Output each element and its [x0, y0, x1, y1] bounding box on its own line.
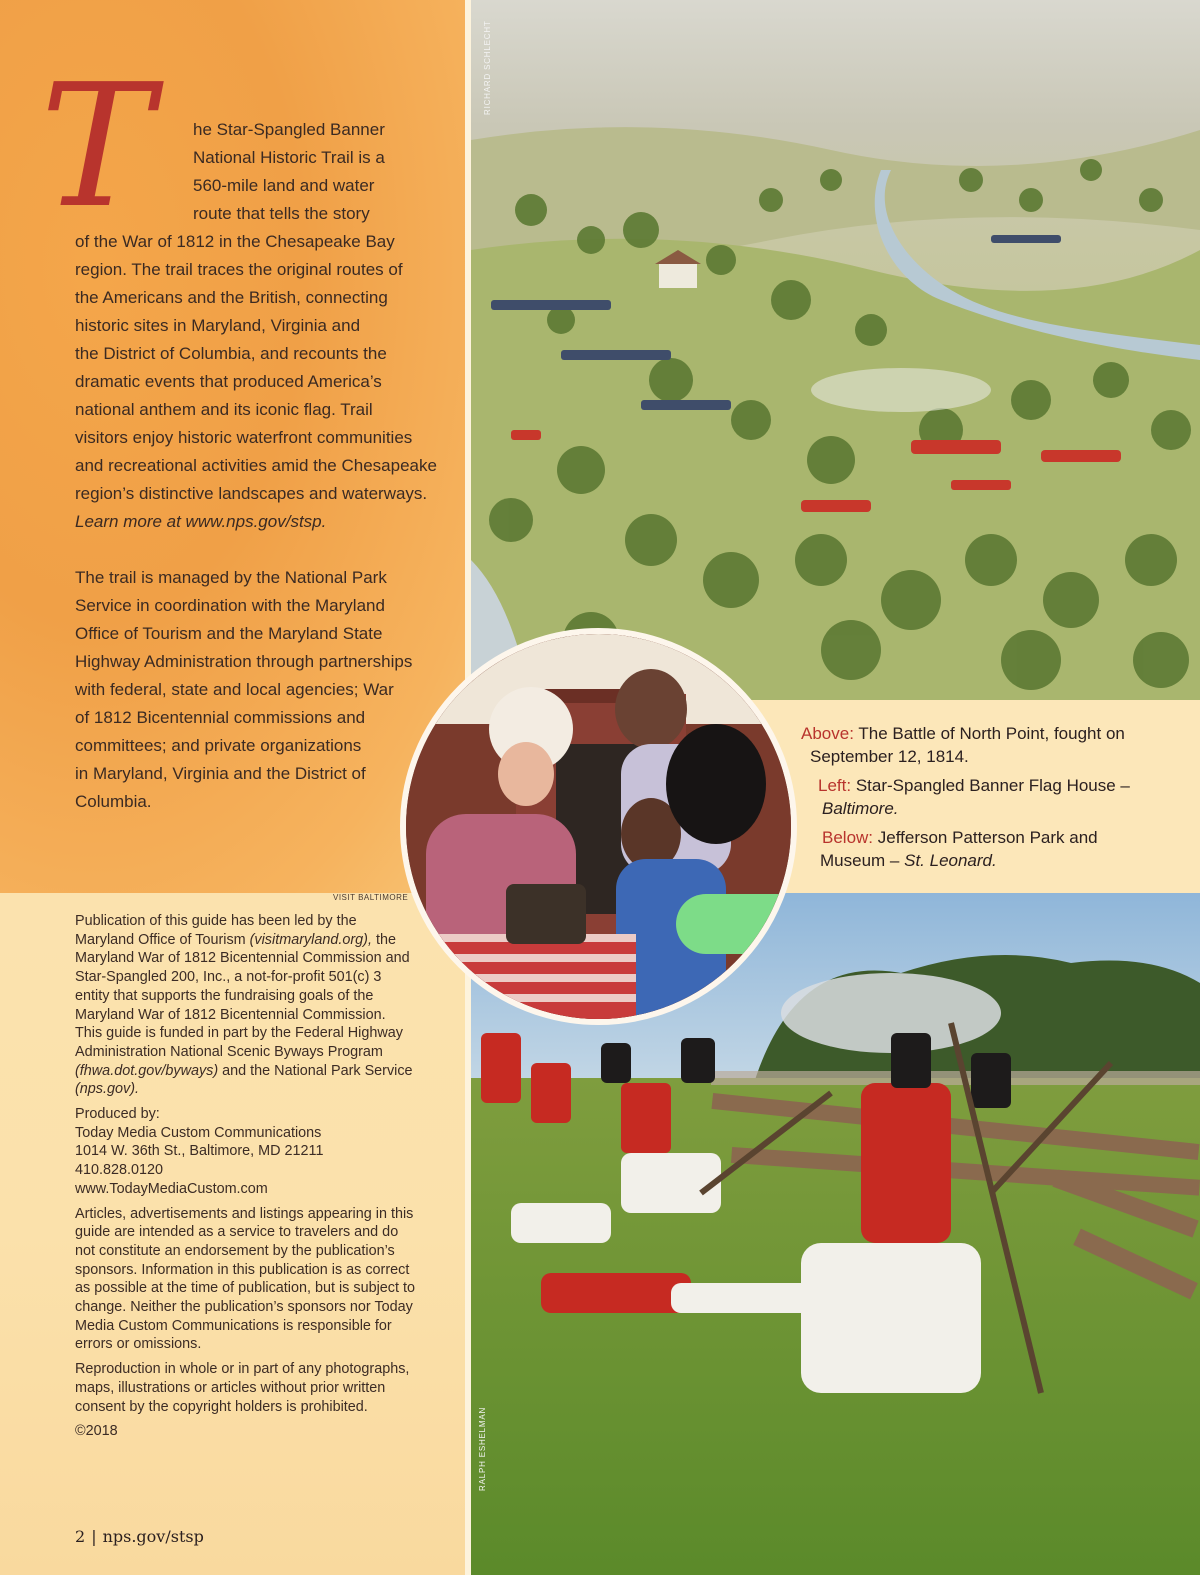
intro-line: with federal, state and local agencies; War [75, 680, 394, 699]
intro-line: of 1812 Bicentennial commissions and [75, 708, 366, 727]
producer-website-link[interactable]: www.TodayMediaCustom.com [75, 1180, 268, 1197]
intro-text [75, 116, 435, 844]
page-number: 2 [75, 1527, 86, 1546]
drop-cap: T [40, 48, 154, 246]
intro-line: Columbia. [75, 792, 152, 811]
caption-above-lead: Above: [801, 724, 854, 743]
intro-line: region. The trail traces the original routes of [75, 260, 403, 279]
flag-house-credit: VISIT BALTIMORE [333, 893, 409, 902]
caption-below-line2: Museum – St. Leonard. [820, 851, 997, 870]
intro-line: visitors enjoy historic waterfront communities [75, 428, 413, 447]
caption-left-lead: Left: [818, 776, 852, 795]
intro-line: National Historic Trail is a [193, 148, 385, 167]
intro-line: Highway Administration through partnerships [75, 652, 413, 671]
painting-credit: RICHARD SCHLECHT [483, 20, 492, 115]
intro-line: historic sites in Maryland, Virginia and [75, 316, 361, 335]
caption-above [801, 722, 1125, 745]
intro-line: Service in coordination with the Maryland [75, 596, 385, 615]
nps-link[interactable]: (nps.gov). [75, 1081, 139, 1098]
battle-painting-illustration [471, 0, 1200, 700]
caption-left-text: Star-Spangled Banner Flag House – [855, 776, 1130, 795]
intro-line: and recreational activities amid the Chesapeake [75, 456, 437, 475]
battle-painting [471, 0, 1200, 700]
caption-above-text: The Battle of North Point, fought on [858, 724, 1125, 743]
credits-reproduction: Reproduction in whole or in part of any photographs, maps, illustrations or articles without prior written consent by the copyright holders is prohibited. [75, 1361, 410, 1415]
intro-line: route that tells the story [193, 204, 370, 223]
visitmaryland-link[interactable]: (visitmaryland.org), [249, 931, 372, 948]
intro-line: the Americans and the British, connecting [75, 288, 388, 307]
publication-credits [75, 912, 415, 1447]
intro-line: 560-mile land and water [193, 176, 375, 195]
intro-line: he Star-Spangled Banner [193, 120, 385, 139]
reenactment-credit: RALPH ESHELMAN [478, 1406, 487, 1491]
intro-line: national anthem and its iconic flag. Trail [75, 400, 373, 419]
footer-url[interactable]: nps.gov/stsp [102, 1527, 204, 1546]
caption-below [822, 826, 1098, 849]
caption-above-line2: September 12, 1814. [810, 747, 969, 766]
intro-line: region’s distinctive landscapes and waterways. [75, 484, 428, 503]
fhwa-link[interactable]: (fhwa.dot.gov/byways) [75, 1062, 219, 1079]
caption-left-place: Baltimore. [822, 799, 899, 818]
copyright: ©2018 [75, 1423, 118, 1440]
intro-line: the District of Columbia, and recounts the [75, 344, 387, 363]
intro-paragraph-2 [75, 564, 435, 816]
caption-below-lead: Below: [822, 828, 874, 847]
flag-house-photo-illustration [406, 634, 791, 1019]
intro-line: The trail is managed by the National Park [75, 568, 387, 587]
intro-line: dramatic events that produced America’s [75, 372, 382, 391]
intro-line: committees; and private organizations [75, 736, 362, 755]
intro-paragraph-1 [75, 116, 435, 536]
page-footer [75, 1527, 204, 1546]
flag-house-photo [400, 628, 797, 1025]
credits-disclaimer: Articles, advertisements and listings appearing in this guide are intended as a service to travelers and do not constitute an endorsement by the publication’s sponsors. Information in this publication is as correct as possible at the time of publication, but is subject to change. Neither the publication’s sponsors nor Today Media Custom Communications is responsible for errors or omissions. [75, 1205, 415, 1353]
learn-more-link[interactable]: Learn more at www.nps.gov/stsp. [75, 512, 327, 531]
intro-line: Office of Tourism and the Maryland State [75, 624, 383, 643]
caption-below-text: Jefferson Patterson Park and [877, 828, 1098, 847]
caption-left [818, 774, 1130, 797]
intro-line: in Maryland, Virginia and the District of [75, 764, 366, 783]
credits-paragraph-1: Publication of this guide has been led by the Maryland Office of Tourism (visitmaryland.org), the Maryland War of 1812 Bicentennial Commission and Star-Spangled 200, Inc., a not-for-profit 501(c) 3 entity that supports the fundraising goals of the Maryland War of 1812 Bicentennial Commission. This guide is funded in part by the Federal Highway Administration National Scenic Byways Program (fhwa.dot.gov/byways) and the National Park Service (nps.gov). [75, 913, 413, 1098]
intro-line: of the War of 1812 in the Chesapeake Bay [75, 232, 395, 251]
credits-producer: Produced by: Today Media Custom Communications 1014 W. 36th St., Baltimore, MD 21211 410.828.0120 www.TodayMediaCustom.com [75, 1106, 324, 1197]
footer-separator: | [91, 1527, 97, 1546]
